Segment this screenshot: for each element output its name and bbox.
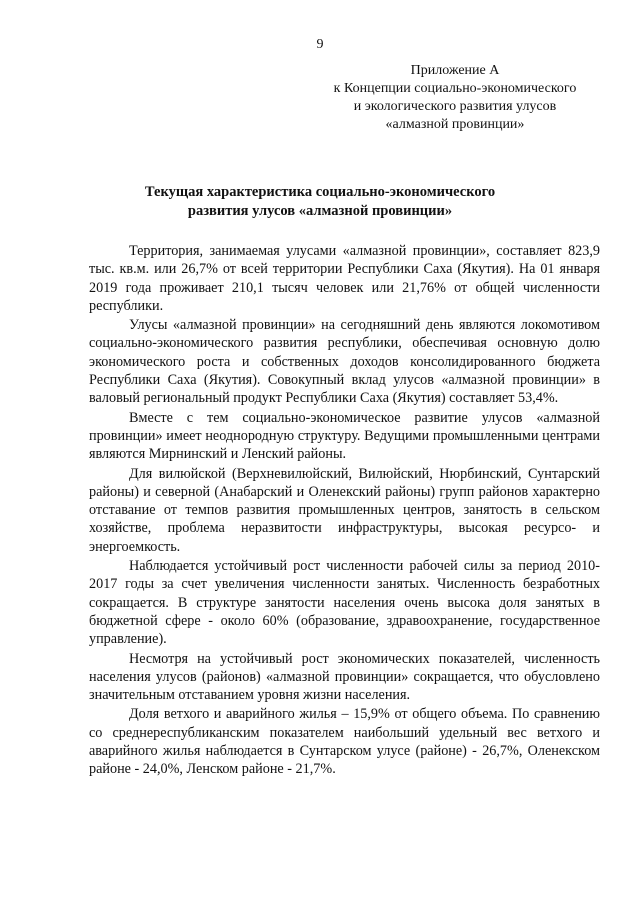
- page-number: 9: [316, 37, 324, 52]
- appendix-line: Приложение А: [410, 63, 500, 78]
- appendix-line: к Концепции социально-экономического: [333, 81, 577, 96]
- paragraph: Территория, занимаемая улусами «алмазной провинции», составляет 823,9 тыс. кв.м. или 26,7% от всей территории Республики Саха (Якутия). На 01 января 2019 года проживает 210,1 тысяч человек или 21,76% от общей численности республики.: [89, 243, 600, 314]
- appendix-line: и экологического развития улусов: [353, 99, 557, 114]
- title-line: развития улусов «алмазной провинции»: [187, 203, 453, 219]
- paragraph: Доля ветхого и аварийного жилья – 15,9% от общего объема. По сравнению со среднереспубликанским показателем наибольший удельный вес ветхого и аварийного жилья наблюдается в Сунтарском улусе (районе) - 26,7%, Оленекском районе - 24,0%, Ленском районе - 21,7%.: [89, 706, 600, 778]
- paragraph: Улусы «алмазной провинции» на сегодняшний день являются локомотивом социально-экономического развития республики, обеспечивая основную долю экономического роста и собственных доходов консолидированного бюджета Республики Саха (Якутия). Совокупный вклад улусов «алмазной провинции» в валовый региональный продукт Республики Саха (Якутия) составляет 53,4%.: [89, 317, 600, 407]
- title-line: Текущая характеристика социально-экономического: [144, 184, 496, 200]
- appendix-heading: [300, 62, 610, 134]
- body-text: [89, 242, 600, 780]
- paragraph: Наблюдается устойчивый рост численности рабочей силы за период 2010-2017 годы за счет увеличения численности занятых. Численность безработных сокращается. В структуре занятости населения очень высока доля занятых в бюджетной сфере - около 60% (образование, здравоохранение, государственное управление).: [89, 558, 600, 648]
- appendix-line: «алмазной провинции»: [385, 117, 525, 132]
- document-title: [60, 183, 580, 221]
- paragraph: Несмотря на устойчивый рост экономических показателей, численность населения улусов (районов) «алмазной провинции» сокращается, что обусловлено значительным отставанием уровня жизни населения.: [89, 650, 600, 704]
- paragraph: Для вилюйской (Верхневилюйский, Вилюйский, Нюрбинский, Сунтарский районы) и северной (Анабарский и Оленекский районы) групп районов характерно отставание от темпов развития промышленных центров, занятость в сельском хозяйстве, проблема неразвитости инфраструктуры, высокая ресурсо- и энергоемкость.: [89, 465, 600, 555]
- paragraph: Вместе с тем социально-экономическое развитие улусов «алмазной провинции» имеет неоднородную структуру. Ведущими промышленными центрами являются Мирнинский и Ленский районы.: [89, 409, 600, 463]
